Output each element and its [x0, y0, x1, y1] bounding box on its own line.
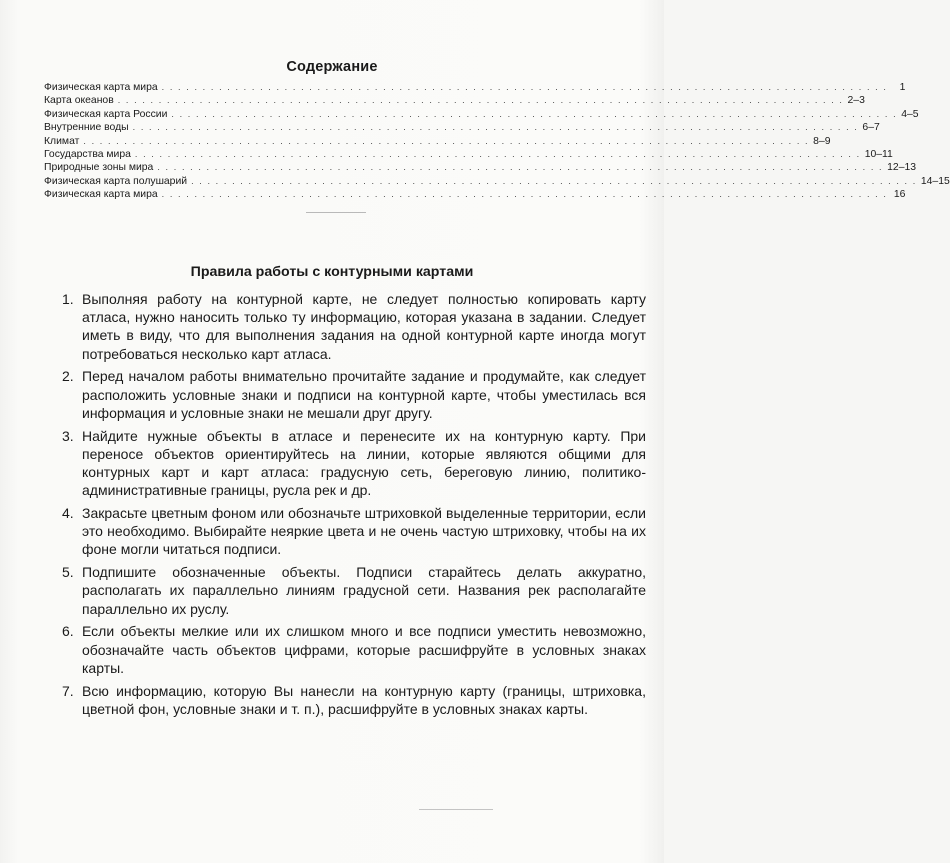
contents-title: Содержание — [286, 59, 378, 75]
toc-item-label: Климат — [44, 135, 80, 147]
toc-leader-dots: . . . . . . . . . . . . . . . . . . . . . . . . . . . . . . . . . . . . . . . . . . . . . . . . . . . . . . . . . . . . . . . . . . . . . . . . . . . . . . . . . . . . . . . . . — [117, 95, 844, 106]
rules-list — [62, 290, 646, 723]
toc-item — [44, 94, 865, 107]
rule-item — [62, 367, 646, 422]
rule-item — [62, 682, 646, 718]
rule-number: 1. — [62, 291, 74, 307]
toc-item — [44, 161, 917, 174]
bottom-divider — [419, 809, 493, 810]
toc-item-label: Природные зоны мира — [44, 162, 154, 174]
toc-item-page: 12–13 — [887, 162, 917, 174]
rule-number: 4. — [62, 505, 74, 522]
toc-item — [44, 135, 831, 148]
rule-item — [62, 290, 646, 363]
rule-text: Перед началом работы внимательно прочитайте задание и продумайте, как следует расположить условные знаки и подписи на контурной карте, чтобы уместилась вся информация и условные знаки не мешали друг другу. — [82, 368, 646, 421]
toc-item-page: 4–5 — [901, 108, 919, 120]
toc-item-label: Карта океанов — [44, 95, 114, 107]
toc-item-page: 16 — [893, 189, 906, 201]
toc-leader-dots: . . . . . . . . . . . . . . . . . . . . . . . . . . . . . . . . . . . . . . . . . . . . . . . . . . . . . . . . . . . . . . . . . . . . . . . . . . . . . . . . . . . . . . . . . — [191, 175, 917, 186]
toc-leader-dots: . . . . . . . . . . . . . . . . . . . . . . . . . . . . . . . . . . . . . . . . . . . . . . . . . . . . . . . . . . . . . . . . . . . . . . . . . . . . . . . . . . . . . . . . . — [132, 122, 859, 133]
toc-item — [44, 148, 893, 161]
rule-text: Если объекты мелкие или их слишком много и все подписи уместить невозможно, обозначайте часть объектов цифрами, которые расшифруйте в условных знаках карты. — [82, 623, 646, 676]
toc-item — [44, 175, 950, 188]
toc-leader-dots: . . . . . . . . . . . . . . . . . . . . . . . . . . . . . . . . . . . . . . . . . . . . . . . . . . . . . . . . . . . . . . . . . . . . . . . . . . . . . . . . . . . . . . . . . — [134, 148, 861, 159]
rule-number: 2. — [62, 368, 74, 385]
rule-text: Выполняя работу на контурной карте, не следует полностью копировать карту атласа, нужно наносить только ту информацию, которая указана в задании. Следует иметь в виду, что для выполнения задания на одной контурной карте иногда могут потребоваться несколько карт атласа. — [82, 291, 646, 362]
toc-item — [44, 188, 906, 201]
toc-item-page: 1 — [899, 82, 906, 93]
rule-item — [62, 563, 646, 618]
toc-item-page: 6–7 — [862, 122, 880, 134]
rule-text: Всю информацию, которую Вы нанесли на контурную карту (границы, штриховка, цветной фон, условные знаки и т. п.), расшифруйте в условных знаках карты. — [82, 682, 646, 717]
rule-item — [62, 622, 646, 677]
rule-number: 7. — [62, 682, 74, 699]
rule-text: Закрасьте цветным фоном или обозначьте штриховкой выделенные территории, если это необходимо. Выбирайте неяркие цвета и не очень частую штриховку, чтобы на их фоне могли читаться подписи. — [82, 505, 646, 558]
toc-item-page: 14–15 — [920, 175, 950, 187]
rule-number: 5. — [62, 564, 74, 581]
toc-item-label: Физическая карта мира — [44, 189, 158, 201]
toc-leader-dots: . . . . . . . . . . . . . . . . . . . . . . . . . . . . . . . . . . . . . . . . . . . . . . . . . . . . . . . . . . . . . . . . . . . . . . . . . . . . . . . . . . . . . . . . . — [161, 82, 888, 92]
toc-item-page: 8–9 — [813, 135, 831, 147]
toc-item — [44, 81, 906, 94]
rule-text: Подпишите обозначенные объекты. Подписи старайтесь делать аккуратно, располагать их параллельно линиям градусной сети. Названия рек располагайте параллельно их руслу. — [82, 564, 646, 617]
toc-item-label: Физическая карта России — [44, 108, 168, 120]
toc-leader-dots: . . . . . . . . . . . . . . . . . . . . . . . . . . . . . . . . . . . . . . . . . . . . . . . . . . . . . . . . . . . . . . . . . . . . . . . . . . . . . . . . . . . . . . . . . — [157, 162, 884, 173]
toc-item-page: 2–3 — [847, 95, 865, 107]
toc-item-label: Физическая карта мира — [44, 82, 158, 93]
rule-item — [62, 427, 646, 500]
toc-leader-dots: . . . . . . . . . . . . . . . . . . . . . . . . . . . . . . . . . . . . . . . . . . . . . . . . . . . . . . . . . . . . . . . . . . . . . . . . . . . . . . . . . . . . . . . . . — [171, 108, 898, 119]
rule-number: 3. — [62, 427, 74, 444]
toc-item — [44, 121, 880, 134]
rule-text: Найдите нужные объекты в атласе и перенесите их на контурную карту. При переносе объектов ориентируйтесь на линии, которые являются общими для контурных карт и карт атласа: градусную сеть, береговую линию, политико-административные границы, русла рек и др. — [82, 427, 646, 499]
rule-item — [62, 504, 646, 559]
toc-item-page: 10–11 — [864, 148, 893, 160]
section-divider — [306, 212, 366, 213]
rule-number: 6. — [62, 623, 74, 640]
toc-item-label: Государства мира — [44, 148, 131, 160]
toc-leader-dots: . . . . . . . . . . . . . . . . . . . . . . . . . . . . . . . . . . . . . . . . . . . . . . . . . . . . . . . . . . . . . . . . . . . . . . . . . . . . . . . . . . . . . . . . . — [83, 135, 810, 146]
toc-item-label: Внутренние воды — [44, 122, 129, 134]
toc-item — [44, 108, 919, 121]
toc-leader-dots: . . . . . . . . . . . . . . . . . . . . . . . . . . . . . . . . . . . . . . . . . . . . . . . . . . . . . . . . . . . . . . . . . . . . . . . . . . . . . . . . . . . . . . . . . — [161, 189, 888, 200]
table-of-contents — [44, 81, 950, 202]
rules-title: Правила работы с контурными картами — [190, 264, 474, 280]
toc-item-label: Физическая карта полушарий — [44, 175, 188, 187]
